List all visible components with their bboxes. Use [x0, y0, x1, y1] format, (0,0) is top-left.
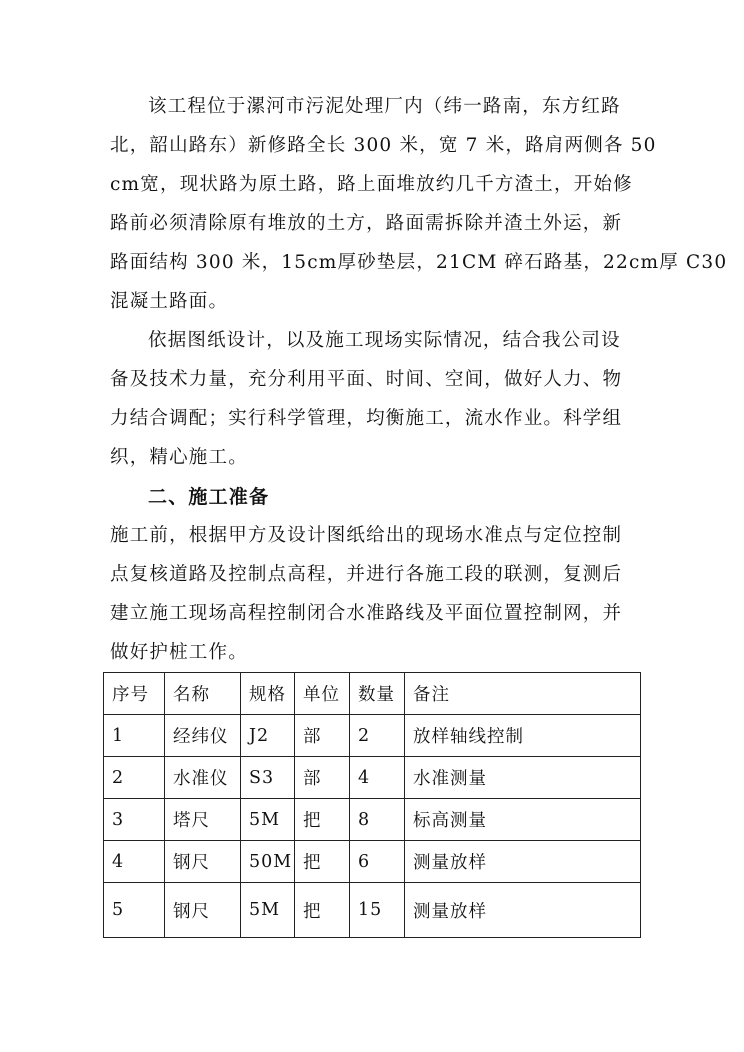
text-line: 施工前，根据甲方及设计图纸给出的现场水准点与定位控制	[110, 525, 623, 546]
table-cell: S3	[241, 757, 295, 799]
table-row	[104, 715, 641, 757]
section-heading: 二、施工准备	[148, 486, 270, 508]
table-cell: 水准仪	[165, 757, 241, 799]
table-cell: 5M	[241, 883, 295, 938]
table-cell: 3	[104, 799, 165, 841]
text-line: 做好护桩工作。	[110, 642, 248, 663]
table-cell: 钢尺	[165, 883, 241, 938]
table-cell: 部	[295, 757, 350, 799]
table-cell: 把	[295, 841, 350, 883]
text-line: 路面结构 300 米，15cm厚砂垫层，21CM 碎石路基，22cm厚 C30	[110, 252, 728, 273]
table-cell: 15	[350, 883, 405, 938]
table-cell: 钢尺	[165, 841, 241, 883]
header-cell: 序号	[104, 673, 165, 715]
table-cell: 测量放样	[405, 841, 641, 883]
table-cell: 把	[295, 883, 350, 938]
text-line: 备及技术力量，充分利用平面、时间、空间，做好人力、物	[110, 369, 623, 390]
header-cell: 名称	[165, 673, 241, 715]
text-line: 点复核道路及控制点高程，并进行各施工段的联测，复测后	[110, 564, 623, 585]
table-row	[104, 799, 641, 841]
text-line: 混凝土路面。	[110, 291, 229, 312]
header-cell: 规格	[241, 673, 295, 715]
table-cell: 50M	[241, 841, 295, 883]
text-line: 织，精心施工。	[110, 447, 248, 468]
table-row	[104, 883, 641, 938]
table-cell: J2	[241, 715, 295, 757]
table-cell: 4	[350, 757, 405, 799]
table-cell: 5M	[241, 799, 295, 841]
table-cell: 标高测量	[405, 799, 641, 841]
text-line: 北，韶山路东）新修路全长 300 米，宽 7 米，路肩两侧各 50	[110, 135, 657, 156]
table-cell: 测量放样	[405, 883, 641, 938]
table-cell: 放样轴线控制	[405, 715, 641, 757]
text-line: 建立施工现场高程控制闭合水准路线及平面位置控制网，并	[110, 603, 623, 624]
table-cell: 把	[295, 799, 350, 841]
table-cell: 塔尺	[165, 799, 241, 841]
header-cell: 数量	[350, 673, 405, 715]
table-cell: 5	[104, 883, 165, 938]
text-line: cm宽，现状路为原土路，路上面堆放约几千方渣土，开始修	[110, 174, 633, 195]
table-cell: 部	[295, 715, 350, 757]
text-line: 路前必须清除原有堆放的土方，路面需拆除并渣土外运，新	[110, 213, 623, 234]
text-line: 力结合调配；实行科学管理，均衡施工，流水作业。科学组	[110, 408, 623, 429]
table-cell: 2	[104, 757, 165, 799]
table-cell: 4	[104, 841, 165, 883]
table-header-row	[104, 673, 641, 715]
table-cell: 经纬仪	[165, 715, 241, 757]
table-row	[104, 841, 641, 883]
text-line: 依据图纸设计，以及施工现场实际情况，结合我公司设	[148, 330, 621, 351]
table-cell: 2	[350, 715, 405, 757]
text-line: 该工程位于漯河市污泥处理厂内（纬一路南，东方红路	[148, 96, 621, 117]
table-cell: 6	[350, 841, 405, 883]
equipment-table	[103, 672, 641, 938]
table-cell: 8	[350, 799, 405, 841]
table-cell: 水准测量	[405, 757, 641, 799]
table-row	[104, 757, 641, 799]
table-cell: 1	[104, 715, 165, 757]
header-cell: 备注	[405, 673, 641, 715]
header-cell: 单位	[295, 673, 350, 715]
